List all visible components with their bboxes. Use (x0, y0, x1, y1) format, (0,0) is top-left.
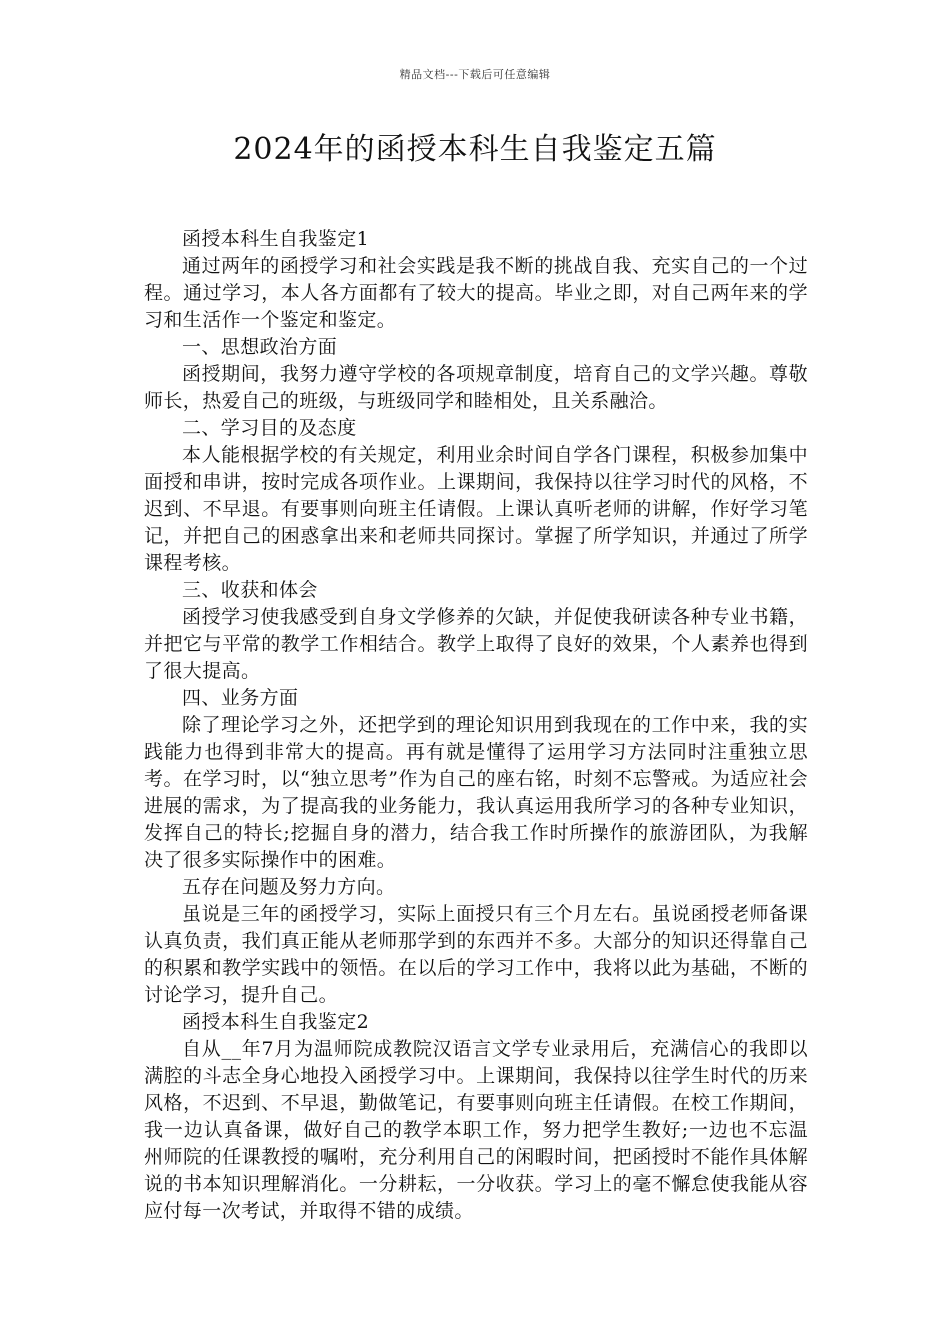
document-title: 2024年的函授本科生自我鉴定五篇 (233, 132, 717, 167)
section-heading: 一、思想政治方面 (182, 336, 338, 358)
header-note: 精品文档---下载后可任意编辑 (399, 68, 551, 81)
section-heading: 二、学习目的及态度 (182, 417, 357, 439)
section-heading: 函授本科生自我鉴定1 (182, 228, 370, 250)
body-paragraph: 除了理论学习之外，还把学到的理论知识用到我现在的工作中来，我的实践能力也得到非常大的提高。再有就是懂得了运用学习方法同时注重独立思考。在学习时，以“独立思考”作为自己的座右铭，时刻不忘警戒。为适应社会进展的需求，为了提高我的业务能力，我认真运用我所学习的各种专业知识，发挥自己的特长;挖掘自身的潜力，结合我工作时所操作的旅游团队，为我解决了很多实际操作中的困难。 (144, 714, 808, 871)
section-heading: 三、收获和体会 (182, 579, 318, 601)
document-body (144, 226, 808, 1225)
body-paragraph: 虽说是三年的函授学习，实际上面授只有三个月左右。虽说函授老师备课认真负责，我们真正能从老师那学到的东西并不多。大部分的知识还得靠自己的积累和教学实践中的领悟。在以后的学习工作中，我将以此为基础，不断的讨论学习，提升自己。 (144, 903, 808, 1006)
section-heading: 函授本科生自我鉴定2 (182, 1011, 370, 1033)
body-paragraph: 自从__年7月为温师院成教院汉语言文学专业录用后，充满信心的我即以满腔的斗志全身心地投入函授学习中。上课期间，我保持以往学生时代的历来风格，不迟到、不早退，勤做笔记，有要事则向班主任请假。在校工作期间，我一边认真备课，做好自己的教学本职工作，努力把学生教好;一边也不忘温州师院的任课教授的嘱咐，充分利用自己的闲暇时间，把函授时不能作具体解说的书本知识理解消化。一分耕耘，一分收获。学习上的毫不懈怠使我能从容应付每一次考试，并取得不错的成绩。 (144, 1038, 808, 1222)
section-heading: 四、业务方面 (182, 687, 299, 709)
body-paragraph: 本人能根据学校的有关规定，利用业余时间自学各门课程，积极参加集中面授和串讲，按时完成各项作业。上课期间，我保持以往学习时代的风格，不迟到、不早退。有要事则向班主任请假。上课认真听老师的讲解，作好学习笔记，并把自己的困惑拿出来和老师共同探讨。掌握了所学知识，并通过了所学课程考核。 (144, 444, 808, 574)
body-paragraph: 通过两年的函授学习和社会实践是我不断的挑战自我、充实自己的一个过程。通过学习，本人各方面都有了较大的提高。毕业之即，对自己两年来的学习和生活作一个鉴定和鉴定。 (144, 255, 808, 331)
section-heading: 五存在问题及努力方向。 (182, 876, 396, 898)
body-paragraph: 函授学习使我感受到自身文学修养的欠缺，并促使我研读各种专业书籍，并把它与平常的教学工作相结合。教学上取得了良好的效果，个人素养也得到了很大提高。 (144, 606, 808, 682)
body-paragraph: 函授期间，我努力遵守学校的各项规章制度，培育自己的文学兴趣。尊敬师长，热爱自己的班级，与班级同学和睦相处，且关系融洽。 (144, 363, 808, 412)
